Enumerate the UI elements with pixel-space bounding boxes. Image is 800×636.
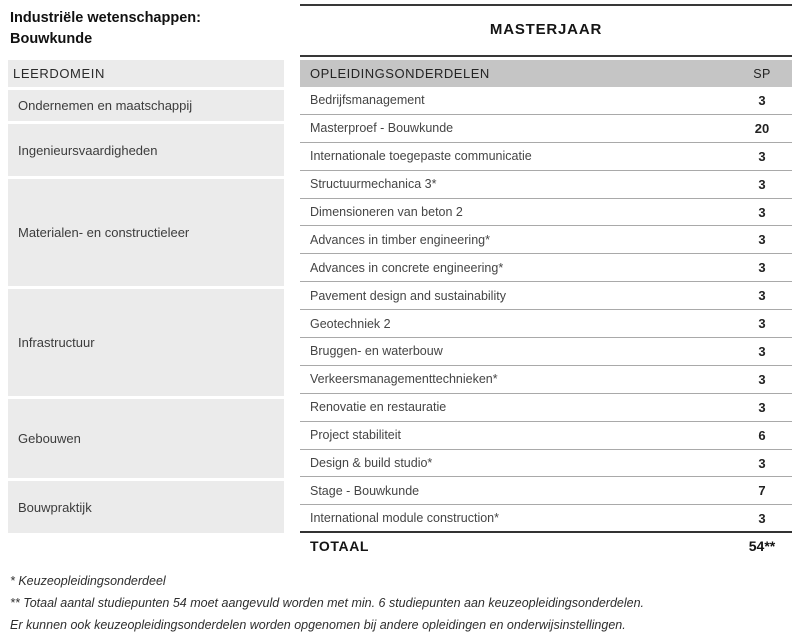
domain-box-materialen-en-constructieleer — [8, 179, 284, 286]
course-sp: 3 — [758, 176, 766, 192]
course-sp: 20 — [754, 120, 770, 136]
domain-label: Ingenieursvaardigheden — [18, 142, 158, 158]
table-row — [300, 254, 792, 282]
course-sp: 3 — [758, 316, 766, 332]
footnote-andere-opleidingen: Er kunnen ook keuzeopleidingsonderdelen worden opgenomen bij andere opleidingen en onderwijsinstellingen. — [10, 618, 626, 632]
course-sp: 3 — [758, 343, 766, 359]
course-sp: 3 — [758, 204, 766, 220]
course-name: Stage - Bouwkunde — [310, 483, 420, 498]
course-name: Project stabiliteit — [310, 428, 402, 443]
program-title — [10, 8, 201, 50]
table-title-rule — [300, 55, 792, 57]
course-name: Advances in concrete engineering* — [310, 260, 504, 275]
domain-box-infrastructuur — [8, 289, 284, 396]
course-sp: 7 — [758, 483, 766, 499]
domain-label: Gebouwen — [18, 431, 81, 446]
course-name: Renovatie en restauratie — [310, 400, 447, 415]
table-row — [300, 115, 792, 143]
course-sp: 3 — [758, 232, 766, 248]
table-row — [300, 143, 792, 171]
table-top-rule — [300, 4, 792, 6]
program-title-line2: Bouwkunde — [10, 31, 93, 47]
leerdomein-header-bar — [8, 60, 284, 87]
course-name: Advances in timber engineering* — [310, 232, 490, 247]
table-row — [300, 171, 792, 199]
leerdomein-header-label: LEERDOMEIN — [13, 66, 105, 81]
course-name: Masterproef - Bouwkunde — [310, 121, 454, 136]
course-sp: 3 — [758, 399, 766, 415]
table-row — [300, 394, 792, 422]
course-name: Bedrijfsmanagement — [310, 93, 425, 108]
course-sp: 3 — [758, 455, 766, 471]
course-name: Internationale toegepaste communicatie — [310, 149, 532, 164]
domain-label: Ondernemen en maatschappij — [18, 98, 193, 113]
table-row — [300, 505, 792, 533]
course-sp: 3 — [758, 148, 766, 164]
domain-label: Bouwpraktijk — [18, 499, 92, 515]
course-sp: 3 — [758, 288, 766, 304]
course-sp: 6 — [758, 427, 766, 443]
domain-label: Infrastructuur — [18, 335, 95, 350]
course-name: Geotechniek 2 — [310, 316, 391, 331]
total-label: TOTAAL — [310, 538, 370, 554]
footnote-keuzeopleidingsonderdeel: * Keuzeopleidingsonderdeel — [10, 574, 166, 588]
table-row — [300, 199, 792, 227]
course-name: Design & build studio* — [310, 456, 433, 471]
course-name: Pavement design and sustainability — [310, 288, 506, 303]
course-sp: 3 — [758, 371, 766, 387]
table-column-header — [300, 60, 792, 87]
domain-box-ingenieursvaardigheden — [8, 124, 284, 176]
table-row — [300, 422, 792, 450]
program-title-line1: Industriële wetenschappen: — [10, 10, 201, 26]
course-sp: 3 — [758, 510, 766, 526]
footnotes — [10, 570, 644, 636]
footnote-totaal-studiepunten: ** Totaal aantal studiepunten 54 moet aangevuld worden met min. 6 studiepunten aan keuzeopleidingsonderdelen. — [10, 596, 645, 610]
table-row — [300, 366, 792, 394]
course-sp: 3 — [758, 260, 766, 276]
table-title: MASTERJAAR — [489, 21, 603, 38]
total-sp-value: 54** — [748, 538, 776, 554]
column-header-opleidingsonderdelen: OPLEIDINGSONDERDELEN — [310, 66, 490, 81]
table-row — [300, 477, 792, 505]
masterjaar-table — [300, 0, 792, 570]
domain-box-bouwpraktijk — [8, 481, 284, 533]
course-name: Dimensioneren van beton 2 — [310, 205, 463, 219]
domain-box-gebouwen — [8, 399, 284, 478]
table-row — [300, 87, 792, 115]
table-row — [300, 338, 792, 366]
course-sp: 3 — [758, 92, 766, 108]
course-name: Verkeersmanagementtechnieken* — [310, 372, 498, 387]
table-row — [300, 310, 792, 338]
course-name: Structuurmechanica 3* — [310, 177, 437, 192]
total-row — [300, 538, 792, 554]
domain-label: Materialen- en constructieleer — [18, 225, 190, 240]
course-name: International module construction* — [310, 511, 500, 526]
course-rows — [300, 87, 792, 533]
table-row — [300, 282, 792, 310]
table-row — [300, 226, 792, 254]
column-header-sp: SP — [753, 66, 771, 81]
table-row — [300, 450, 792, 478]
domain-box-ondernemen-en-maatschappij — [8, 90, 284, 121]
course-name: Bruggen- en waterbouw — [310, 344, 443, 359]
